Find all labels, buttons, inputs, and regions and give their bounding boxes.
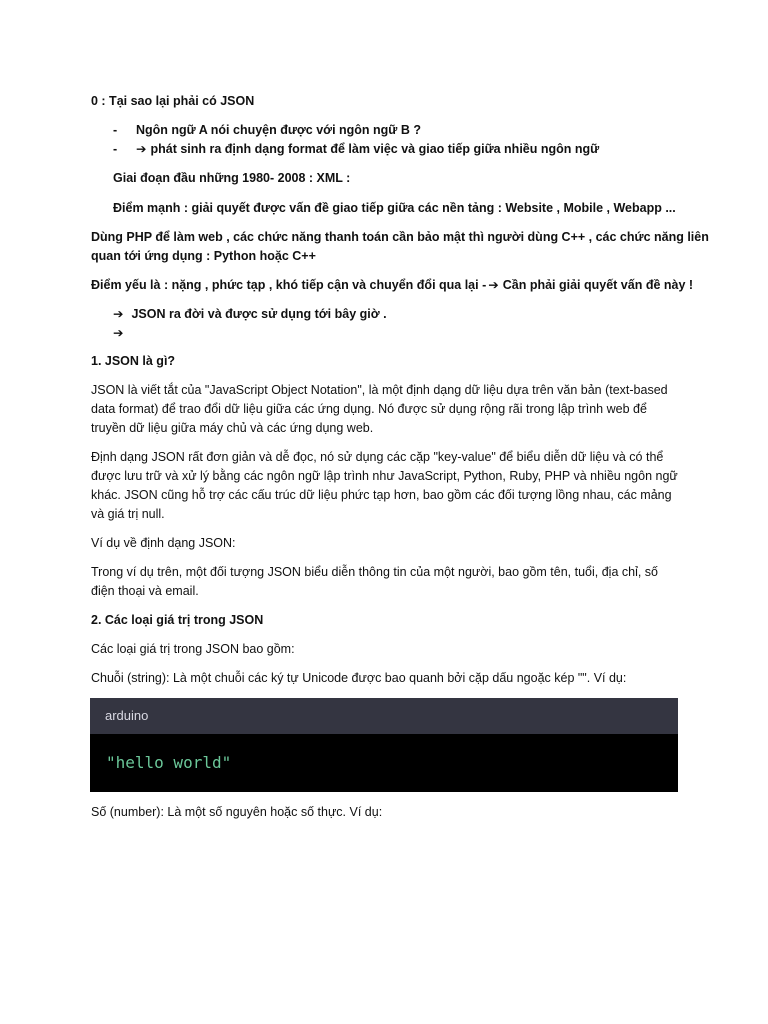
paragraph-1-line-3: truyền dữ liệu giữa máy chủ và các ứng dụng web. [91, 421, 374, 435]
xml-strength-text: Điểm mạnh : giải quyết được vấn đề giao tiếp giữa các nền tảng : Website , Mobile , Webapp ... [113, 201, 676, 215]
string-type-description: Chuỗi (string): Là một chuỗi các ký tự Unicode được bao quanh bởi cặp dấu ngoặc kép "". Ví dụ: [91, 671, 627, 685]
section-heading-why-json: 0 : Tại sao lại phải có JSON [91, 94, 255, 108]
code-content: "hello world" [106, 753, 232, 772]
example-label: Ví dụ về định dạng JSON: [91, 536, 236, 550]
weakness-tail: Cần phải giải quyết vấn đề này ! [502, 278, 694, 292]
arrow-list-item-text: JSON ra đời và được sử dụng tới bây giờ . [131, 307, 387, 321]
code-block [90, 698, 678, 792]
bullet-item-format-text: phát sinh ra định dạng format để làm việc và giao tiếp giữa nhiều ngôn ngữ [150, 142, 600, 156]
paragraph-2-line-1: Định dạng JSON rất đơn giản và dễ đọc, nó sử dụng các cặp "key-value" để biểu diễn dữ liệu và có thể [91, 450, 664, 464]
xml-stage-text: Giai đoạn đầu những 1980- 2008 : XML : [113, 171, 351, 185]
arrow-list-item [113, 305, 387, 324]
right-arrow-icon: ➔ [113, 326, 124, 340]
php-paragraph-line-2: quan tới ứng dụng : Python hoặc C++ [91, 249, 316, 263]
paragraph-1-line-1: JSON là viết tắt của "JavaScript Object Notation", là một định dạng dữ liệu dựa trên văn bản (text-based [91, 383, 668, 397]
number-type-description: Số (number): Là một số nguyên hoặc số thực. Ví dụ: [91, 805, 383, 819]
right-arrow-icon: ➔ [113, 307, 124, 321]
paragraph-3-line-1: Trong ví dụ trên, một đối tượng JSON biểu diễn thông tin của một người, bao gồm tên, tuổi, địa chỉ, số [91, 565, 658, 579]
right-arrow-icon: ➔ [136, 142, 147, 156]
paragraph-2-line-4: và giá trị null. [91, 507, 165, 521]
php-paragraph-line-1: Dùng PHP để làm web , các chức năng thanh toán cần bảo mật thì người dùng C++ , các chức năng liên [91, 230, 709, 244]
arrow-list-item-empty [113, 324, 127, 343]
section-heading-what-is-json: 1. JSON là gì? [91, 354, 176, 368]
paragraph-2-line-2: được lưu trữ và xử lý bằng các ngôn ngữ lập trình như JavaScript, Python, Ruby, PHP và nhiều ngôn ngữ [91, 469, 678, 483]
bullet-item-language: Ngôn ngữ A nói chuyện được với ngôn ngữ B ? [136, 123, 421, 137]
paragraph-1-line-2: data format) để trao đổi dữ liệu giữa các ứng dụng. Nó được sử dụng rộng rãi trong lập trình web để [91, 402, 647, 416]
right-arrow-icon: ➔ [488, 278, 499, 292]
paragraph-2-line-3: khác. JSON cũng hỗ trợ các cấu trúc dữ liệu phức tạp hơn, bao gồm các đối tượng lồng nhau, các mảng [91, 488, 672, 502]
bullet-item-format [136, 140, 599, 159]
bullet-dash: - [113, 123, 118, 137]
weakness-text [91, 276, 693, 295]
code-language-label: arduino [90, 698, 678, 734]
weakness-main: Điểm yếu là : nặng , phức tạp , khó tiếp cận và chuyển đổi qua lại - [91, 278, 487, 292]
section-heading-value-types: 2. Các loại giá trị trong JSON [91, 613, 264, 627]
paragraph-3-line-2: điện thoại và email. [91, 584, 199, 598]
bullet-dash: - [113, 142, 118, 156]
value-types-intro: Các loại giá trị trong JSON bao gồm: [91, 642, 295, 656]
